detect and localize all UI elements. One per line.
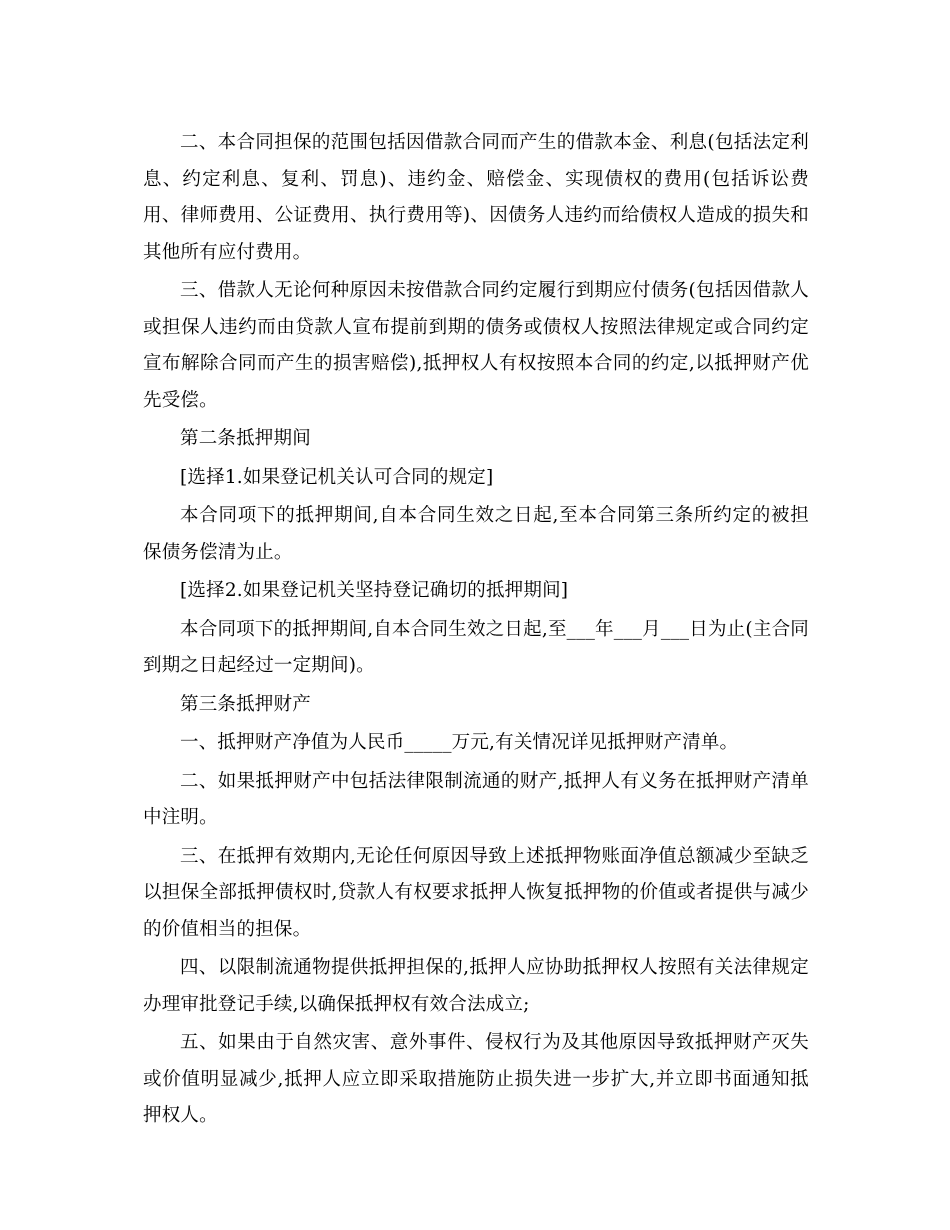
paragraph-option-2-period: 本合同项下的抵押期间,自本合同生效之日起,至___年___月___日为止(主合同到期之日起经过一定期间)。 [143, 618, 809, 676]
paragraph-priority-repayment: 三、借款人无论何种原因未按借款合同约定履行到期应付债务(包括因借款人或担保人违约而由贷款人宣布提前到期的债务或债权人按照法律规定或合同约定宣布解除合同而产生的损害赔偿),抵押权人有权按照本合同的约定,以抵押财产优先受偿。 [143, 280, 809, 411]
option-1-label: [选择1.如果登记机关认可合同的规定] [180, 466, 494, 488]
option-2-label: [选择2.如果登记机关坚持登记确切的抵押期间] [180, 580, 569, 601]
paragraph-property-net-value: 一、抵押财产净值为人民币_____万元,有关情况详见抵押财产清单。 [180, 732, 739, 753]
paragraph-approval-registration: 四、以限制流通物提供抵押担保的,抵押人应协助抵押权人按照有关法律规定办理审批登记手续,以确保抵押权有效合法成立; [143, 957, 809, 1015]
heading-article-2-mortgage-period: 第二条抵押期间 [180, 428, 311, 449]
paragraph-restricted-property: 二、如果抵押财产中包括法律限制流通的财产,抵押人有义务在抵押财产清单中注明。 [143, 770, 809, 828]
paragraph-value-decrease: 三、在抵押有效期内,无论任何原因导致上述抵押物账面净值总额减少至缺乏以担保全部抵押债权时,贷款人有权要求抵押人恢复抵押物的价值或者提供与减少的价值相当的担保。 [143, 845, 809, 940]
paragraph-guarantee-scope: 二、本合同担保的范围包括因借款合同而产生的借款本金、利息(包括法定利息、约定利息、复利、罚息)、违约金、赔偿金、实现债权的费用(包括诉讼费用、律师费用、公证费用、执行费用等)、因债务人违约而给债权人造成的损失和其他所有应付费用。 [143, 132, 809, 263]
document-body [143, 125, 809, 1137]
heading-article-3-mortgaged-property: 第三条抵押财产 [180, 693, 311, 715]
paragraph-loss-notification: 五、如果由于自然灾害、意外事件、侵权行为及其他原因导致抵押财产灭失或价值明显减少,抵押人应立即采取措施防止损失进一步扩大,并立即书面通知抵押权人。 [143, 1032, 809, 1126]
paragraph-option-1-period: 本合同项下的抵押期间,自本合同生效之日起,至本合同第三条所约定的被担保债务偿清为止。 [143, 505, 809, 563]
